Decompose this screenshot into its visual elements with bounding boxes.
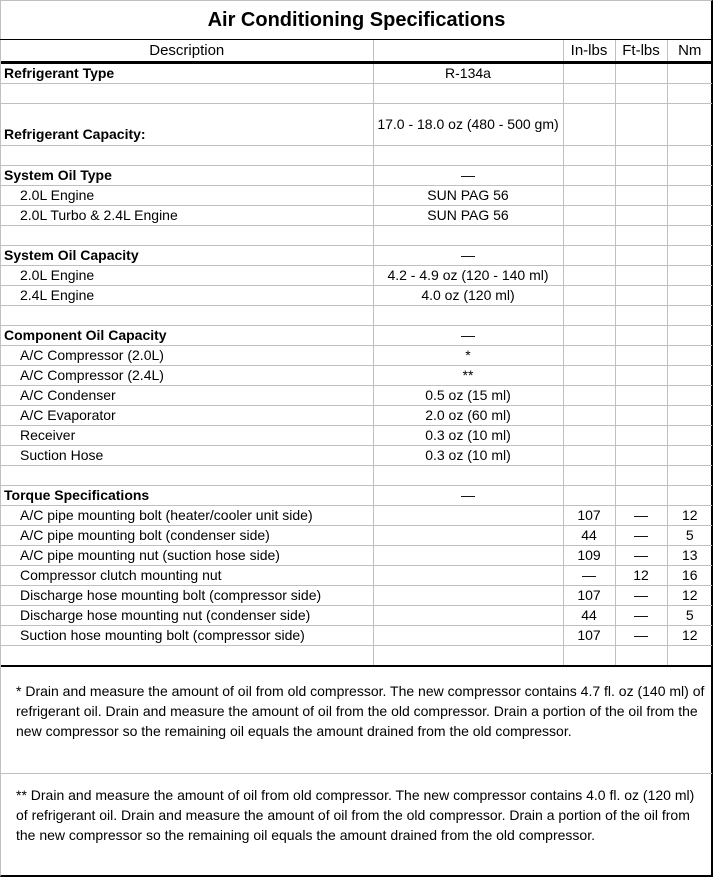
in-lbs-cell	[563, 166, 615, 186]
nm-cell	[667, 206, 712, 226]
spacer-row	[1, 466, 712, 486]
in-lbs-cell	[563, 286, 615, 306]
description-cell: A/C pipe mounting nut (suction hose side)	[1, 546, 373, 566]
value-cell	[373, 606, 563, 626]
section-header-row	[1, 326, 712, 346]
table-row	[1, 386, 712, 406]
value-cell	[373, 586, 563, 606]
footnote-single-asterisk: * Drain and measure the amount of oil from old compressor. The new compressor contains 4.7 fl. oz (140 ml) of refrigerant oil. Drain and measure the amount of oil from the old compressor. Drain a portion of the oil from the new compressor so the remaining oil equals the amount drained from the old compressor.	[16, 683, 705, 739]
section-header-row	[1, 63, 712, 84]
nm-cell: 13	[667, 546, 712, 566]
nm-cell	[667, 646, 712, 667]
value-cell: —	[373, 246, 563, 266]
value-cell: 0.5 oz (15 ml)	[373, 386, 563, 406]
in-lbs-cell	[563, 466, 615, 486]
section-header-row	[1, 486, 712, 506]
table-row	[1, 546, 712, 566]
table-row	[1, 526, 712, 546]
ft-lbs-cell	[615, 246, 667, 266]
value-cell	[373, 466, 563, 486]
nm-cell: 12	[667, 506, 712, 526]
nm-cell	[667, 266, 712, 286]
table-row	[1, 406, 712, 426]
nm-cell	[667, 226, 712, 246]
footnotes	[1, 670, 712, 876]
ft-lbs-cell	[615, 266, 667, 286]
in-lbs-cell	[563, 306, 615, 326]
ft-lbs-cell: —	[615, 626, 667, 646]
description-cell: Component Oil Capacity	[1, 326, 373, 346]
ft-lbs-cell: —	[615, 586, 667, 606]
description-cell: Compressor clutch mounting nut	[1, 566, 373, 586]
in-lbs-cell: —	[563, 566, 615, 586]
nm-cell	[667, 426, 712, 446]
column-header-nm: Nm	[667, 40, 712, 63]
ft-lbs-cell	[615, 226, 667, 246]
value-cell: —	[373, 166, 563, 186]
nm-cell: 12	[667, 586, 712, 606]
table-row	[1, 606, 712, 626]
in-lbs-cell	[563, 486, 615, 506]
nm-cell	[667, 166, 712, 186]
nm-cell	[667, 386, 712, 406]
ft-lbs-cell	[615, 466, 667, 486]
section-header-row	[1, 166, 712, 186]
ft-lbs-cell	[615, 646, 667, 667]
column-header-value	[373, 40, 563, 63]
description-cell: 2.4L Engine	[1, 286, 373, 306]
ft-lbs-cell	[615, 326, 667, 346]
nm-cell: 5	[667, 526, 712, 546]
in-lbs-cell	[563, 246, 615, 266]
in-lbs-cell	[563, 426, 615, 446]
table-row	[1, 506, 712, 526]
description-cell: Suction hose mounting bolt (compressor side)	[1, 626, 373, 646]
table-row	[1, 286, 712, 306]
ft-lbs-cell	[615, 63, 667, 84]
table-row	[1, 266, 712, 286]
in-lbs-cell	[563, 446, 615, 466]
description-cell: A/C Compressor (2.4L)	[1, 366, 373, 386]
spacer-row	[1, 646, 712, 667]
ft-lbs-cell	[615, 426, 667, 446]
nm-cell	[667, 406, 712, 426]
description-cell: Discharge hose mounting bolt (compressor side)	[1, 586, 373, 606]
description-cell: A/C Evaporator	[1, 406, 373, 426]
in-lbs-cell: 109	[563, 546, 615, 566]
in-lbs-cell	[563, 84, 615, 104]
in-lbs-cell: 107	[563, 586, 615, 606]
spacer-row	[1, 84, 712, 104]
description-cell	[1, 84, 373, 104]
ft-lbs-cell	[615, 286, 667, 306]
spacer-row	[1, 226, 712, 246]
value-cell: 4.0 oz (120 ml)	[373, 286, 563, 306]
description-cell: 2.0L Engine	[1, 266, 373, 286]
nm-cell	[667, 146, 712, 166]
description-cell: Torque Specifications	[1, 486, 373, 506]
nm-cell: 12	[667, 626, 712, 646]
value-cell	[373, 546, 563, 566]
ft-lbs-cell	[615, 104, 667, 146]
ft-lbs-cell	[615, 84, 667, 104]
ft-lbs-cell: —	[615, 526, 667, 546]
ft-lbs-cell: 12	[615, 566, 667, 586]
nm-cell	[667, 486, 712, 506]
value-cell: 17.0 - 18.0 oz (480 - 500 gm)	[373, 104, 563, 146]
description-cell: A/C Condenser	[1, 386, 373, 406]
table-row	[1, 206, 712, 226]
nm-cell	[667, 326, 712, 346]
nm-cell	[667, 286, 712, 306]
in-lbs-cell	[563, 326, 615, 346]
nm-cell	[667, 186, 712, 206]
value-cell: **	[373, 366, 563, 386]
value-cell	[373, 626, 563, 646]
in-lbs-cell: 44	[563, 526, 615, 546]
in-lbs-cell	[563, 104, 615, 146]
footnote-double-asterisk: ** Drain and measure the amount of oil from old compressor. The new compressor contains 4.0 fl. oz (120 ml) of refrigerant oil. Drain and measure the amount of oil from the old compressor. Drain a portion of the oil from the new compressor so the remaining oil equals the amount drained from the old compressor.	[1, 773, 712, 876]
description-cell	[1, 146, 373, 166]
column-header-description: Description	[1, 40, 373, 63]
ft-lbs-cell: —	[615, 506, 667, 526]
description-cell: Refrigerant Capacity:	[1, 104, 373, 146]
description-cell: A/C pipe mounting bolt (condenser side)	[1, 526, 373, 546]
in-lbs-cell	[563, 186, 615, 206]
value-cell	[373, 646, 563, 667]
in-lbs-cell	[563, 366, 615, 386]
in-lbs-cell	[563, 406, 615, 426]
nm-cell: 16	[667, 566, 712, 586]
description-cell: A/C Compressor (2.0L)	[1, 346, 373, 366]
spec-table	[1, 40, 712, 667]
in-lbs-cell: 107	[563, 506, 615, 526]
value-cell	[373, 526, 563, 546]
description-cell: A/C pipe mounting bolt (heater/cooler unit side)	[1, 506, 373, 526]
description-cell: System Oil Capacity	[1, 246, 373, 266]
nm-cell	[667, 466, 712, 486]
section-header-row	[1, 104, 712, 146]
nm-cell	[667, 104, 712, 146]
table-row	[1, 446, 712, 466]
value-cell: —	[373, 326, 563, 346]
nm-cell	[667, 246, 712, 266]
column-header-ft-lbs: Ft-lbs	[615, 40, 667, 63]
nm-cell	[667, 84, 712, 104]
description-cell: Suction Hose	[1, 446, 373, 466]
ft-lbs-cell: —	[615, 546, 667, 566]
description-cell: Refrigerant Type	[1, 63, 373, 84]
value-cell: R-134a	[373, 63, 563, 84]
spacer-row	[1, 306, 712, 326]
table-row	[1, 186, 712, 206]
value-cell	[373, 566, 563, 586]
in-lbs-cell	[563, 646, 615, 667]
value-cell	[373, 84, 563, 104]
value-cell	[373, 306, 563, 326]
nm-cell	[667, 306, 712, 326]
value-cell: 2.0 oz (60 ml)	[373, 406, 563, 426]
in-lbs-cell	[563, 226, 615, 246]
nm-cell	[667, 446, 712, 466]
nm-cell	[667, 63, 712, 84]
in-lbs-cell: 107	[563, 626, 615, 646]
value-cell: 0.3 oz (10 ml)	[373, 446, 563, 466]
column-header-in-lbs: In-lbs	[563, 40, 615, 63]
ft-lbs-cell	[615, 446, 667, 466]
ft-lbs-cell	[615, 206, 667, 226]
description-cell: 2.0L Turbo & 2.4L Engine	[1, 206, 373, 226]
header-row	[1, 40, 712, 63]
ft-lbs-cell	[615, 486, 667, 506]
in-lbs-cell: 44	[563, 606, 615, 626]
ft-lbs-cell	[615, 166, 667, 186]
description-cell: Receiver	[1, 426, 373, 446]
value-cell: *	[373, 346, 563, 366]
value-cell: 0.3 oz (10 ml)	[373, 426, 563, 446]
in-lbs-cell	[563, 386, 615, 406]
description-cell: System Oil Type	[1, 166, 373, 186]
value-cell: SUN PAG 56	[373, 186, 563, 206]
description-cell	[1, 466, 373, 486]
page-title: Air Conditioning Specifications	[0, 0, 713, 40]
table-row	[1, 346, 712, 366]
value-cell: —	[373, 486, 563, 506]
nm-cell	[667, 366, 712, 386]
table-row	[1, 566, 712, 586]
description-cell: 2.0L Engine	[1, 186, 373, 206]
in-lbs-cell	[563, 266, 615, 286]
table-row	[1, 426, 712, 446]
in-lbs-cell	[563, 63, 615, 84]
in-lbs-cell	[563, 346, 615, 366]
description-cell	[1, 306, 373, 326]
ft-lbs-cell: —	[615, 606, 667, 626]
ft-lbs-cell	[615, 406, 667, 426]
ft-lbs-cell	[615, 366, 667, 386]
table-row	[1, 586, 712, 606]
spacer-row	[1, 146, 712, 166]
description-cell: Discharge hose mounting nut (condenser side)	[1, 606, 373, 626]
ft-lbs-cell	[615, 146, 667, 166]
value-cell: SUN PAG 56	[373, 206, 563, 226]
ft-lbs-cell	[615, 346, 667, 366]
value-cell	[373, 146, 563, 166]
in-lbs-cell	[563, 206, 615, 226]
value-cell: 4.2 - 4.9 oz (120 - 140 ml)	[373, 266, 563, 286]
ft-lbs-cell	[615, 186, 667, 206]
value-cell	[373, 226, 563, 246]
nm-cell: 5	[667, 606, 712, 626]
nm-cell	[667, 346, 712, 366]
in-lbs-cell	[563, 146, 615, 166]
description-cell	[1, 646, 373, 667]
table-row	[1, 366, 712, 386]
ft-lbs-cell	[615, 386, 667, 406]
ft-lbs-cell	[615, 306, 667, 326]
description-cell	[1, 226, 373, 246]
section-header-row	[1, 246, 712, 266]
value-cell	[373, 506, 563, 526]
table-row	[1, 626, 712, 646]
